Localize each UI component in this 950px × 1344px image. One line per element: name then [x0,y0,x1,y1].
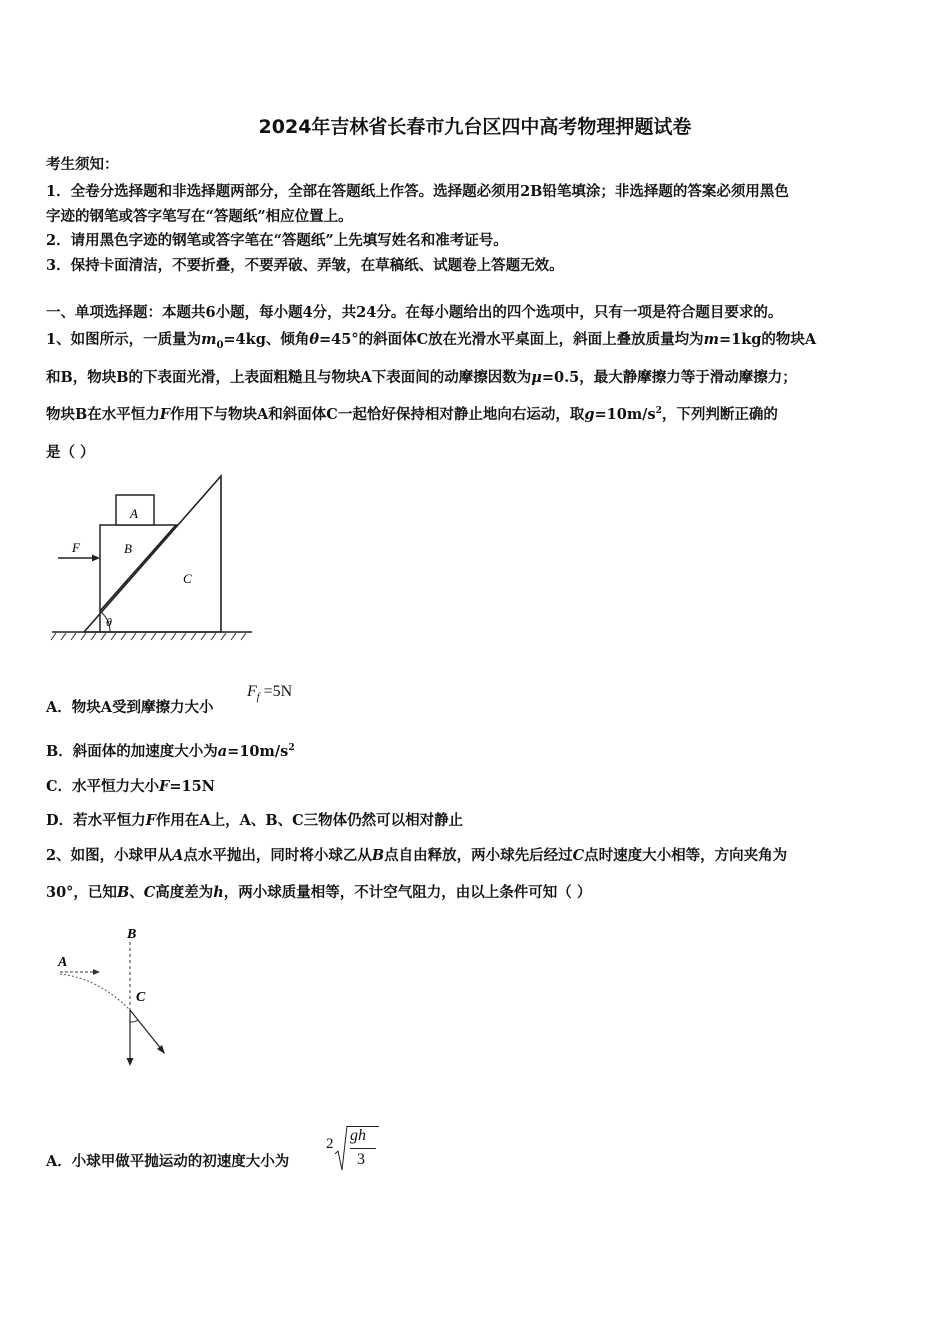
q1-option-c: C．水平恒力大小F=15N [46,778,215,795]
q1-option-d: D．若水平恒力F作用在A上，A、B、C三物体仍然可以相对静止 [46,812,464,829]
q1-line-1: 1、如图所示，一质量为$m_0=4kg$、倾角θ=45°的斜面体C放在光滑水平桌面上，斜面上叠放质量均为m=1kg的物块A [46,331,817,351]
radical-sign [334,1124,348,1174]
notice-item: 3．保持卡面清洁，不要折叠，不要弄破、弄皱，在草稿纸、试题卷上答题无效。 [46,257,564,274]
notice-item: 字迹的钢笔或答字笔写在“答题纸”相应位置上。 [46,208,353,225]
notice-item: 1．全卷分选择题和非选择题两部分，全部在答题纸上作答。选择题必须用2B铅笔填涂；非选择题的答案必须用黑色 [46,183,789,200]
label-c: C [136,990,146,1005]
q2-option-a-formula: 2 gh 3 [326,1124,382,1174]
q1-option-a: A．物块A受到摩擦力大小 [46,699,214,716]
page-title: 2024年吉林省长春市九台区四中高考物理押题试卷 [258,116,692,138]
q1-option-b: B．斜面体的加速度大小为$a=10m/s^2$ [46,743,295,760]
q1-line-4: 是（ ） [46,444,95,461]
label-c: C [183,571,192,586]
q1-figure [48,470,258,645]
q2-option-a: A．小球甲做平抛运动的初速度大小为 [46,1153,290,1170]
label-a: A [130,506,138,521]
q1-line-3: 物块B在水平恒力F作用下与物块A和斜面体C一起恰好保持相对静止地向右运动，取$g=10m/s^2$，下列判断正确的 [46,406,778,423]
q2-line-2: 30°，已知B、C高度差为h，两小球质量相等，不计空气阻力，由以上条件可知（ ） [46,884,592,901]
q1-line-2: 和B，物块B的下表面光滑，上表面粗糙且与物块A下表面间的动摩擦因数为μ=0.5，最大静摩擦力等于滑动摩擦力； [46,369,797,386]
q1-option-a-formula: $F_f =5N$ [247,683,293,704]
notice-item: 2．请用黑色字迹的钢笔或答字笔在“答题纸”上先填写姓名和准考证号。 [46,232,508,249]
notice-heading: 考生须知： [46,156,119,173]
label-a: A [58,955,68,970]
label-b: B [124,541,132,556]
section-heading: 一、单项选择题：本题共6小题，每小题4分，共24分。在每小题给出的四个选项中，只有一项是符合题目要求的。 [46,304,783,321]
label-theta: θ [106,615,112,629]
q2-figure [50,920,190,1075]
label-b: B [127,927,137,942]
q2-line-1: 2、如图，小球甲从A点水平抛出，同时将小球乙从B点自由释放，两小球先后经过C点时速度大小相等，方向夹角为 [46,847,788,864]
label-f: F [72,540,80,555]
